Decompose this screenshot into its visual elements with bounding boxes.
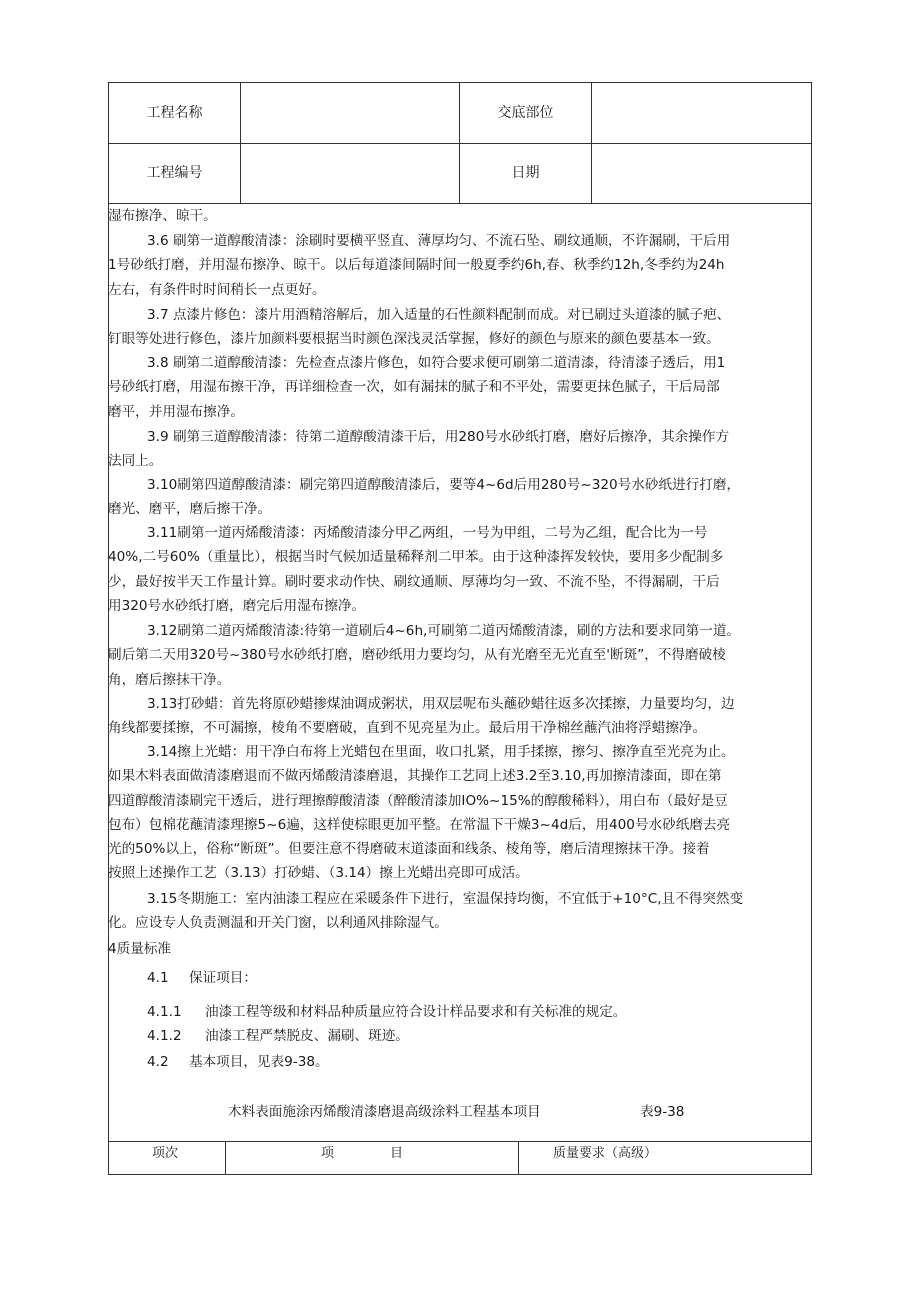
item-number: 4.1 <box>147 970 169 986</box>
text-line: 包布）包棉花蘸清漆理擦5~6遍，这样使棕眼更加平整。在常温下干燥3~4d后，用400号水砂纸磨去亮 <box>108 816 731 833</box>
text-line: 3.14擦上光蜡：用干净白布将上光蜡包在里面，收口扎紧，用手揉擦，擦匀、擦净直至光亮为止。 <box>147 744 735 760</box>
paragraph-3-12 <box>108 619 812 692</box>
text-line: 磨平，并用湿布擦净。 <box>108 403 244 420</box>
text-line: 3.6 刷第一道醇酸清漆：涂刷时要横平竖直、薄厚均匀、不流石坠、刷纹通顺，不许漏刷，干后用 <box>147 233 731 249</box>
header-table <box>108 82 812 204</box>
text-line: 3.11刷第一道丙烯酸清漆：丙烯酸清漆分甲乙两组，一号为甲组，二号为乙组，配合比为一号 <box>147 525 708 541</box>
text-line: 3.8 刷第二道醇酸清漆：先检查点漆片修色，如符合要求便可刷第二道清漆，待清漆子透后，用1 <box>147 355 726 371</box>
text-line: 3.12刷第二道丙烯酸清漆:待第一道刷后4~6h,可刷第二道丙烯酸清漆，刷的方法和要求同第一道。 <box>147 623 741 639</box>
paragraph-3-15 <box>108 887 812 936</box>
date-label: 日期 <box>511 165 540 181</box>
quality-table-header <box>108 1141 812 1175</box>
item-text: 油漆工程严禁脱皮、漏刷、斑迹。 <box>205 1028 409 1044</box>
paragraph-3-10 <box>108 473 812 522</box>
text-line: 左右，有条件时时间稍长一点更好。 <box>108 281 326 298</box>
text-line: 3.13打砂蜡：首先将原砂蜡掺煤油调成粥状，用双层呢布头蘸砂蜡往返多次揉擦，力量要均匀，边 <box>147 696 735 712</box>
text-line: 3.15冬期施工：室内油漆工程应在采暖条件下进行，室温保持均衡，不宜低于+10°C,且不得突然变 <box>147 891 744 907</box>
item-4-1 <box>147 966 257 990</box>
disclosure-location-label: 交底部位 <box>497 105 554 121</box>
divider <box>518 1142 519 1175</box>
paragraph-3-8 <box>108 351 812 424</box>
paragraph-3-6 <box>108 229 812 302</box>
text-line: 1号砂纸打磨，并用湿布擦净、晾干。以后每道漆间隔时间一般夏季约6h,春、秋季约12h,冬季约为24h <box>108 257 725 274</box>
item-4-1-1 <box>147 1000 626 1024</box>
item-number: 4.1.1 <box>147 1004 182 1020</box>
text-line: 3.9 刷第三道醇酸清漆：待第二道醇酸清漆干后，用280号水砂纸打磨，磨好后擦净，其余操作方 <box>147 429 730 445</box>
divider <box>225 1142 226 1175</box>
item-number: 4.1.2 <box>147 1028 182 1044</box>
column-header-item-no: 项次 <box>152 1146 179 1161</box>
paragraph <box>108 204 812 228</box>
item-text: 油漆工程等级和材料品种质量应符合设计样品要求和有关标准的规定。 <box>205 1004 627 1020</box>
text-line: 钉眼等处进行修色，漆片加颜料要根据当时颜色深浅灵活掌握，修好的颜色与原来的颜色要基本一致。 <box>108 331 720 348</box>
item-4-1-2 <box>147 1024 409 1048</box>
text-line: 刷后第二天用320号~380号水砂纸打磨，磨砂纸用力要均匀，从有光磨至无光直至'断斑”，不得磨破棱 <box>108 647 726 664</box>
text-line: 少，最好按半天工作量计算。刷时要求动作快、刷纹通顺、厚薄均匀一致、不流不坠，不得漏刷，干后 <box>108 573 720 590</box>
divider <box>109 143 811 144</box>
column-header-quality: 质量要求（高级） <box>553 1146 658 1161</box>
item-number: 4.2 <box>147 1054 169 1070</box>
column-header-item-b: 目 <box>390 1146 404 1161</box>
paragraph-3-14 <box>108 740 812 886</box>
text-line: 化。应设专人负责测温和开关门窗，以利通风排除湿气。 <box>108 915 448 932</box>
text-line: 角，磨后擦抹干净。 <box>108 671 231 688</box>
text-line: 3.7 点漆片修色：漆片用酒精溶解后，加入适量的石性颜料配制而成。对已刷过头道漆的腻子疤、 <box>147 307 731 323</box>
text-line: 用320号水砂纸打磨，磨完后用湿布擦净。 <box>108 597 366 614</box>
paragraph-3-7 <box>108 303 812 352</box>
text-line: 光的50%以上，俗称“断斑”。但要注意不得磨破末道漆面和线条、棱角等，磨后清理擦抹干净。接着 <box>108 841 710 858</box>
paragraph-3-9 <box>108 425 812 474</box>
text-line: 3.10刷第四道醇酸清漆：刷完第四道醇酸清漆后，要等4~6d后用280号~320号水砂纸进行打磨， <box>147 477 741 493</box>
table-caption-number: 表9-38 <box>640 1104 685 1120</box>
item-text: 保证项目： <box>189 970 257 986</box>
project-name-label: 工程名称 <box>146 105 203 121</box>
section-heading: 4质量标准 <box>108 941 172 957</box>
text-line: 四道醇酸清漆刷完干透后，进行理擦醇酸清漆（醉酸清漆加IO%~15%的醇酸稀料），用白布（最好是豆 <box>108 792 728 809</box>
text-line: 按照上述操作工艺（3.13）打砂蜡、（3.14）擦上光蜡出亮即可成活。 <box>108 865 529 882</box>
text-line: 湿布擦净、晾干。 <box>108 208 217 224</box>
item-4-2 <box>147 1050 329 1074</box>
project-number-label: 工程编号 <box>146 165 203 181</box>
text-line: 号砂纸打磨，用湿布擦干净，再详细检查一次，如有漏抹的腻子和不平处，需要更抹色腻子，干后局部 <box>108 379 720 396</box>
column-header-item-a: 项 <box>321 1146 335 1161</box>
text-line: 角线都要揉擦，不可漏擦，棱角不要磨破，直到不见亮星为止。最后用干净棉丝蘸汽油将浮蜡擦净。 <box>108 720 707 737</box>
paragraph-3-13 <box>108 692 812 741</box>
text-line: 40%,二号60%（重量比），根据当时气候加适量稀释剂二甲苯。由于这种漆挥发较快，要用多少配制多 <box>108 549 724 566</box>
text-line: 如果木料表面做清漆磨退而不做丙烯酸清漆磨退，其操作工艺同上述3.2至3.10,再加擦清漆面，即在第 <box>108 768 722 785</box>
paragraph-3-11 <box>108 521 812 618</box>
text-line: 磨光、磨平，磨后擦干净。 <box>108 501 272 518</box>
text-line: 法同上。 <box>108 453 163 470</box>
item-text: 基本项目，见表9-38。 <box>189 1054 329 1070</box>
table-caption-title: 木料表面施涂丙烯酸清漆磨退高级涂料工程基本项目 <box>228 1104 541 1120</box>
